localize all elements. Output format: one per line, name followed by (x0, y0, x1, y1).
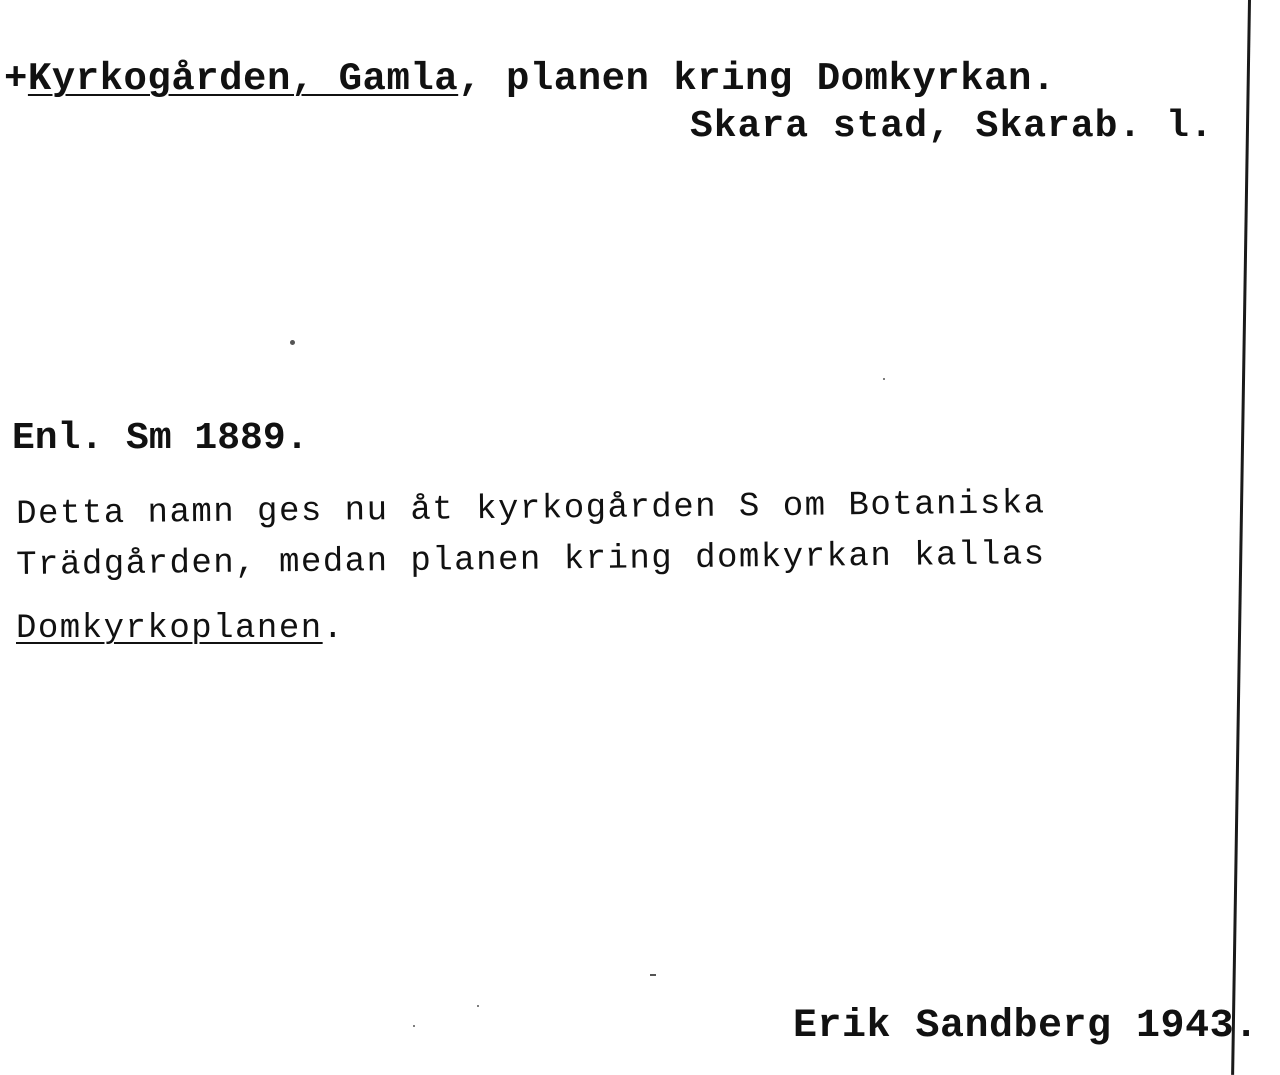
note-line-2: Trädgården, medan planen kring domkyrkan kallas (15, 536, 1046, 585)
note-underlined-name: Domkyrkoplanen (16, 610, 323, 648)
note-line-1: Detta namn ges nu åt kyrkogården S om Botaniska (15, 485, 1046, 534)
scan-speck (413, 1025, 415, 1027)
card-right-edge (1231, 0, 1251, 1075)
scan-speck (477, 1005, 479, 1007)
note-line-3 (16, 612, 345, 646)
heading-line (4, 57, 1056, 101)
heading-name: Kyrkogården, Gamla (27, 57, 459, 101)
scan-speck (650, 974, 656, 976)
signature: Erik Sandberg 1943. (793, 1004, 1259, 1049)
place-line: Skara stad, Skarab. l. (690, 105, 1214, 148)
heading-marker: + (4, 57, 28, 101)
source-reference: Enl. Sm 1889. (12, 417, 309, 460)
note-line-3-end: . (322, 610, 345, 648)
scan-speck (883, 378, 885, 380)
scan-speck (290, 340, 295, 345)
heading-rest: , planen kring Domkyrkan. (458, 57, 1056, 101)
